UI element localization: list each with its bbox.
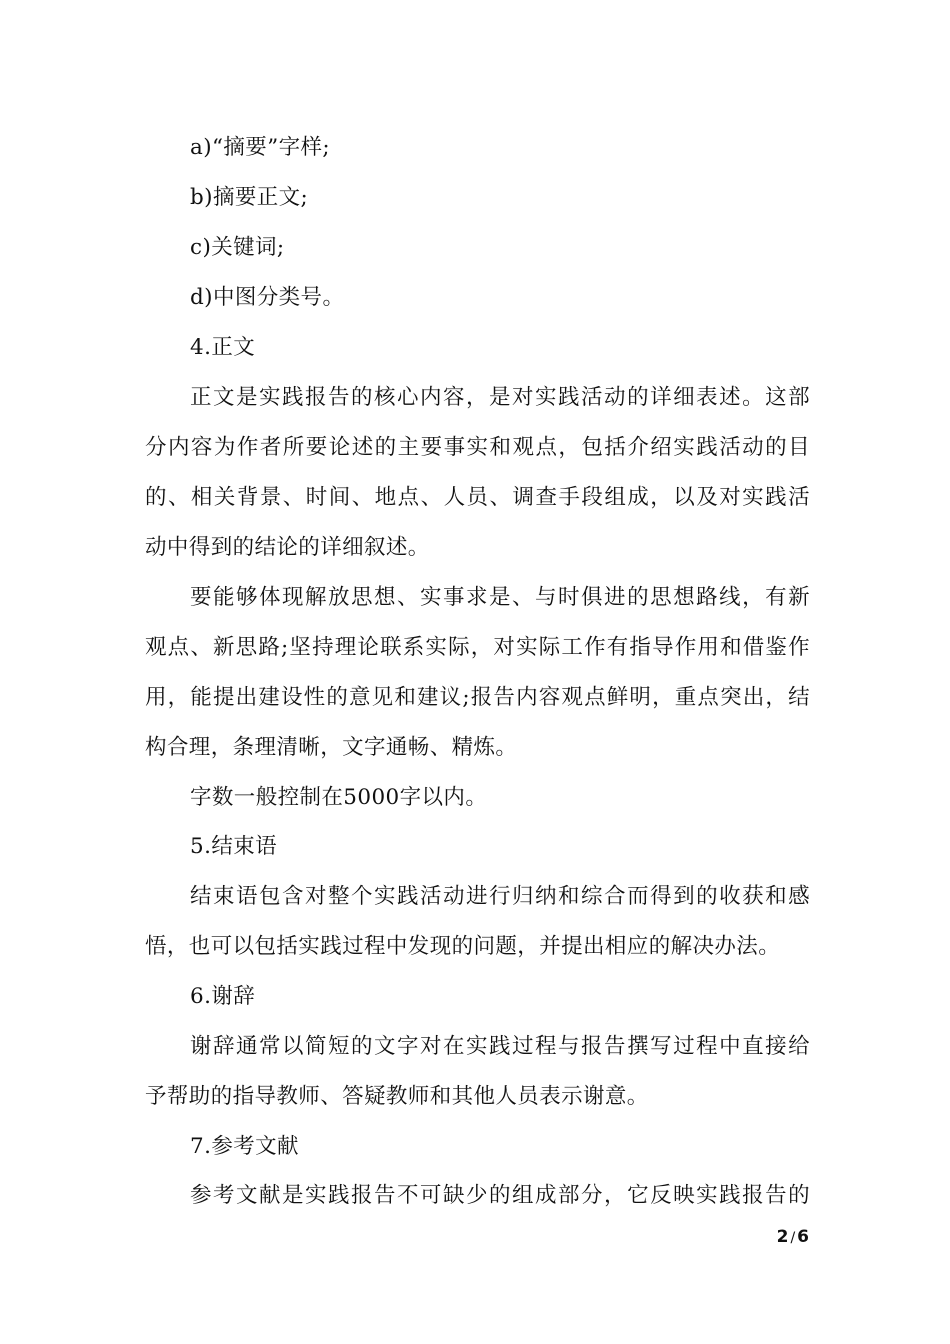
paragraph-line: 悟，也可以包括实践过程中发现的问题，并提出相应的解决办法。 bbox=[145, 934, 781, 959]
page-separator: / bbox=[790, 1230, 797, 1246]
paragraph-line: 结束语包含对整个实践活动进行归纳和综合而得到的收获和感 bbox=[190, 884, 810, 909]
paragraph-line: 正文是实践报告的核心内容，是对实践活动的详细表述。这部 bbox=[190, 385, 810, 410]
section-heading: 5.结束语 bbox=[190, 834, 278, 859]
paragraph-line: 予帮助的指导教师、答疑教师和其他人员表示谢意。 bbox=[145, 1084, 649, 1109]
paragraph-line: 分内容为作者所要论述的主要事实和观点，包括介绍实践活动的目 bbox=[145, 435, 810, 460]
paragraph-line: 参考文献是实践报告不可缺少的组成部分，它反映实践报告的 bbox=[190, 1183, 810, 1208]
paragraph-line: 谢辞通常以简短的文字对在实践过程与报告撰写过程中直接给 bbox=[190, 1034, 810, 1059]
paragraph-line: 观点、新思路;坚持理论联系实际，对实际工作有指导作用和借鉴作 bbox=[145, 635, 810, 660]
page-number bbox=[760, 1225, 810, 1250]
total-pages: 6 bbox=[797, 1227, 810, 1247]
section-heading: 6.谢辞 bbox=[190, 984, 256, 1009]
paragraph-line: 的、相关背景、时间、地点、人员、调查手段组成，以及对实践活 bbox=[145, 485, 810, 510]
section-heading: 7.参考文献 bbox=[190, 1134, 299, 1159]
list-item: d)中图分类号。 bbox=[190, 285, 345, 310]
paragraph-line: 字数一般控制在5000字以内。 bbox=[190, 785, 488, 810]
paragraph-line: 要能够体现解放思想、实事求是、与时俱进的思想路线，有新 bbox=[190, 585, 810, 610]
list-item: c)关键词; bbox=[190, 235, 285, 260]
paragraph-line: 构合理，条理清晰，文字通畅、精炼。 bbox=[145, 735, 518, 760]
paragraph-line: 动中得到的结论的详细叙述。 bbox=[145, 535, 430, 560]
current-page: 2 bbox=[776, 1227, 790, 1247]
section-heading: 4.正文 bbox=[190, 335, 256, 360]
paragraph-line: 用，能提出建设性的意见和建议;报告内容观点鲜明，重点突出，结 bbox=[145, 685, 810, 710]
list-item: a)“摘要”字样; bbox=[190, 135, 331, 160]
list-item: b)摘要正文; bbox=[190, 185, 309, 210]
